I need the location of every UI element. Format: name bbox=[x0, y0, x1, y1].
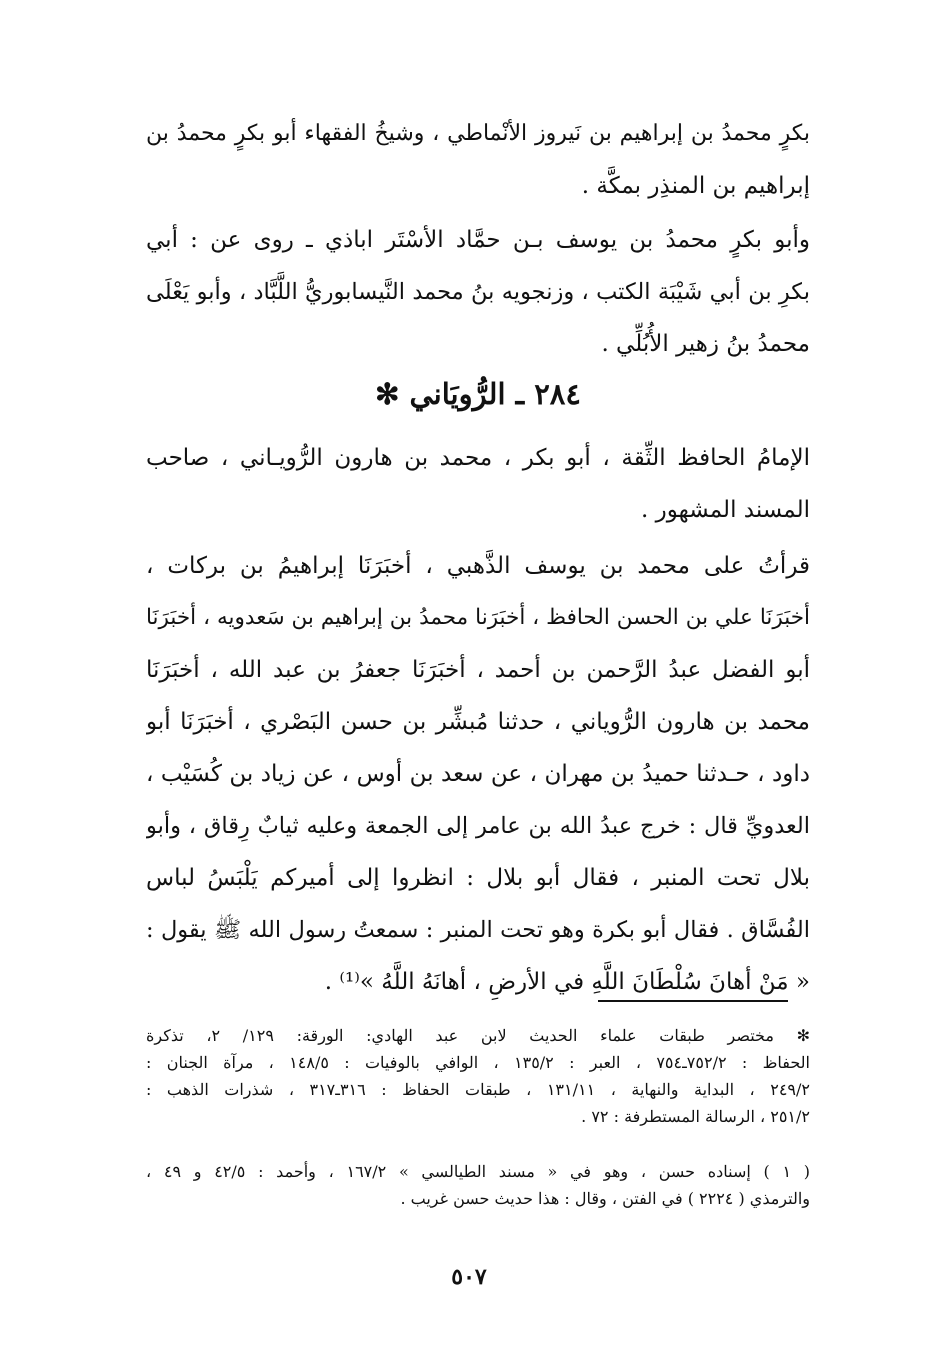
footnote-line: الحفاظ : ٧٥٢/٢ـ٧٥٤ ، العبر : ١٣٥/٢ ، الوافي بالوفيات : ١٤٨/٥ ، مرآة الجنان : bbox=[146, 1053, 810, 1072]
footnote-separator bbox=[598, 1000, 788, 1002]
footnote-line: والترمذي ( ٢٢٢٤ ) في الفتن ، وقال : هذا حديث حسن غريب . bbox=[400, 1189, 810, 1208]
text-line: داود ، حـدثنا حميدُ بن مهران ، عن سعد بن أوس ، عن زياد بن كُسَيْب ، bbox=[146, 761, 810, 787]
text-line: الإمامُ الحافظ الثِّقة ، أبو بكر ، محمد بن هارون الرُّويـاني ، صاحب bbox=[146, 445, 810, 471]
text-line: أبو الفضل عبدُ الرَّحمن بن أحمد ، أخبَرَنَا جعفرُ بن عبد الله ، أخبَرَنَا bbox=[146, 657, 810, 683]
footnote-1 bbox=[146, 1158, 810, 1212]
footnote-line: ٢٥١/٢ ، الرسالة المستطرفة : ٧٢ . bbox=[581, 1107, 810, 1126]
text-line: الفُسَّاق . فقال أبو بكرة وهو تحت المنبر : سمعتُ رسول الله ﷺ يقول : bbox=[146, 917, 810, 943]
text-line: وأبو بكرٍ محمدُ بن يوسف بـن حمَّاد الأسْتَر اباذي ـ روى عن : أبي bbox=[146, 227, 810, 253]
entry-heading: ٢٨٤ ـ الرُّويَاني ✻ bbox=[375, 377, 581, 411]
paragraph-intro bbox=[146, 432, 810, 536]
text-line: المسند المشهور . bbox=[641, 497, 810, 523]
footnote-line: ✻ مختصر طبقات علماء الحديث لابن عبد الهادي: الورقة: ١٢٩/ ٢، تذكرة bbox=[146, 1026, 810, 1045]
text-line: بكرِ بن أبي شَيْبَة الكتب ، وزنجويه بنُ محمد النَّيسابوريُّ اللَّبَّاد ، وأبو يَعْلَى bbox=[146, 279, 810, 305]
footnote-sources bbox=[146, 1022, 810, 1130]
text-line: العدويِّ قال : خرج عبدُ الله بن عامر إلى الجمعة وعليه ثيابٌ رِقاق ، وأبو bbox=[146, 813, 810, 839]
text-line: بلال تحت المنبر ، فقال أبو بلال : انظروا إلى أميركم يَلْبَسُ لباس bbox=[146, 865, 810, 891]
text-line: « مَنْ أهانَ سُلْطَانَ اللَّهِ في الأرضِ ، أهانَهُ اللَّهُ »⁽¹⁾ . bbox=[324, 969, 810, 995]
text-line: إبراهيم بن المنذِر بمكَّة . bbox=[581, 173, 810, 199]
paragraph-hadith bbox=[146, 540, 810, 1008]
text-line: محمدُ بنُ زهير الأُبُلِّي . bbox=[601, 331, 810, 357]
text-line: قرأتُ على محمد بن يوسف الذَّهبي ، أخبَرَنَا إبراهيمُ بن بركات ، bbox=[146, 553, 810, 579]
text-line: أخبَرَنَا علي بن الحسن الحافظ ، أخبَرَنا محمدُ بن إبراهيم بن سَعدويه ، أخبَرَنَا bbox=[146, 605, 810, 630]
text-line: بكرٍ محمدُ بن إبراهيم بن نَيروز الأنْماطي ، وشيخُ الفقهاء أبو بكرٍ محمدُ بن bbox=[146, 121, 810, 146]
footnote-line: ( ١ ) إسناده حسن ، وهو في « مسند الطيالسي » ١٦٧/٢ ، وأحمد : ٤٢/٥ و ٤٩ ، bbox=[146, 1162, 810, 1181]
text-line: محمد بن هارون الرُّوياني ، حدثنا مُبشِّر بن حسن البَصْري ، أخبَرَنَا أبو bbox=[146, 709, 810, 735]
page-number: ٥٠٧ bbox=[451, 1264, 487, 1290]
paragraph-continuation bbox=[146, 108, 810, 212]
paragraph-astarabadhi bbox=[146, 214, 810, 370]
footnote-line: ٢٤٩/٢ ، البداية والنهاية ، ١٣١/١١ ، طبقات الحفاظ : ٣١٦ـ٣١٧ ، شذرات الذهب : bbox=[146, 1080, 810, 1099]
